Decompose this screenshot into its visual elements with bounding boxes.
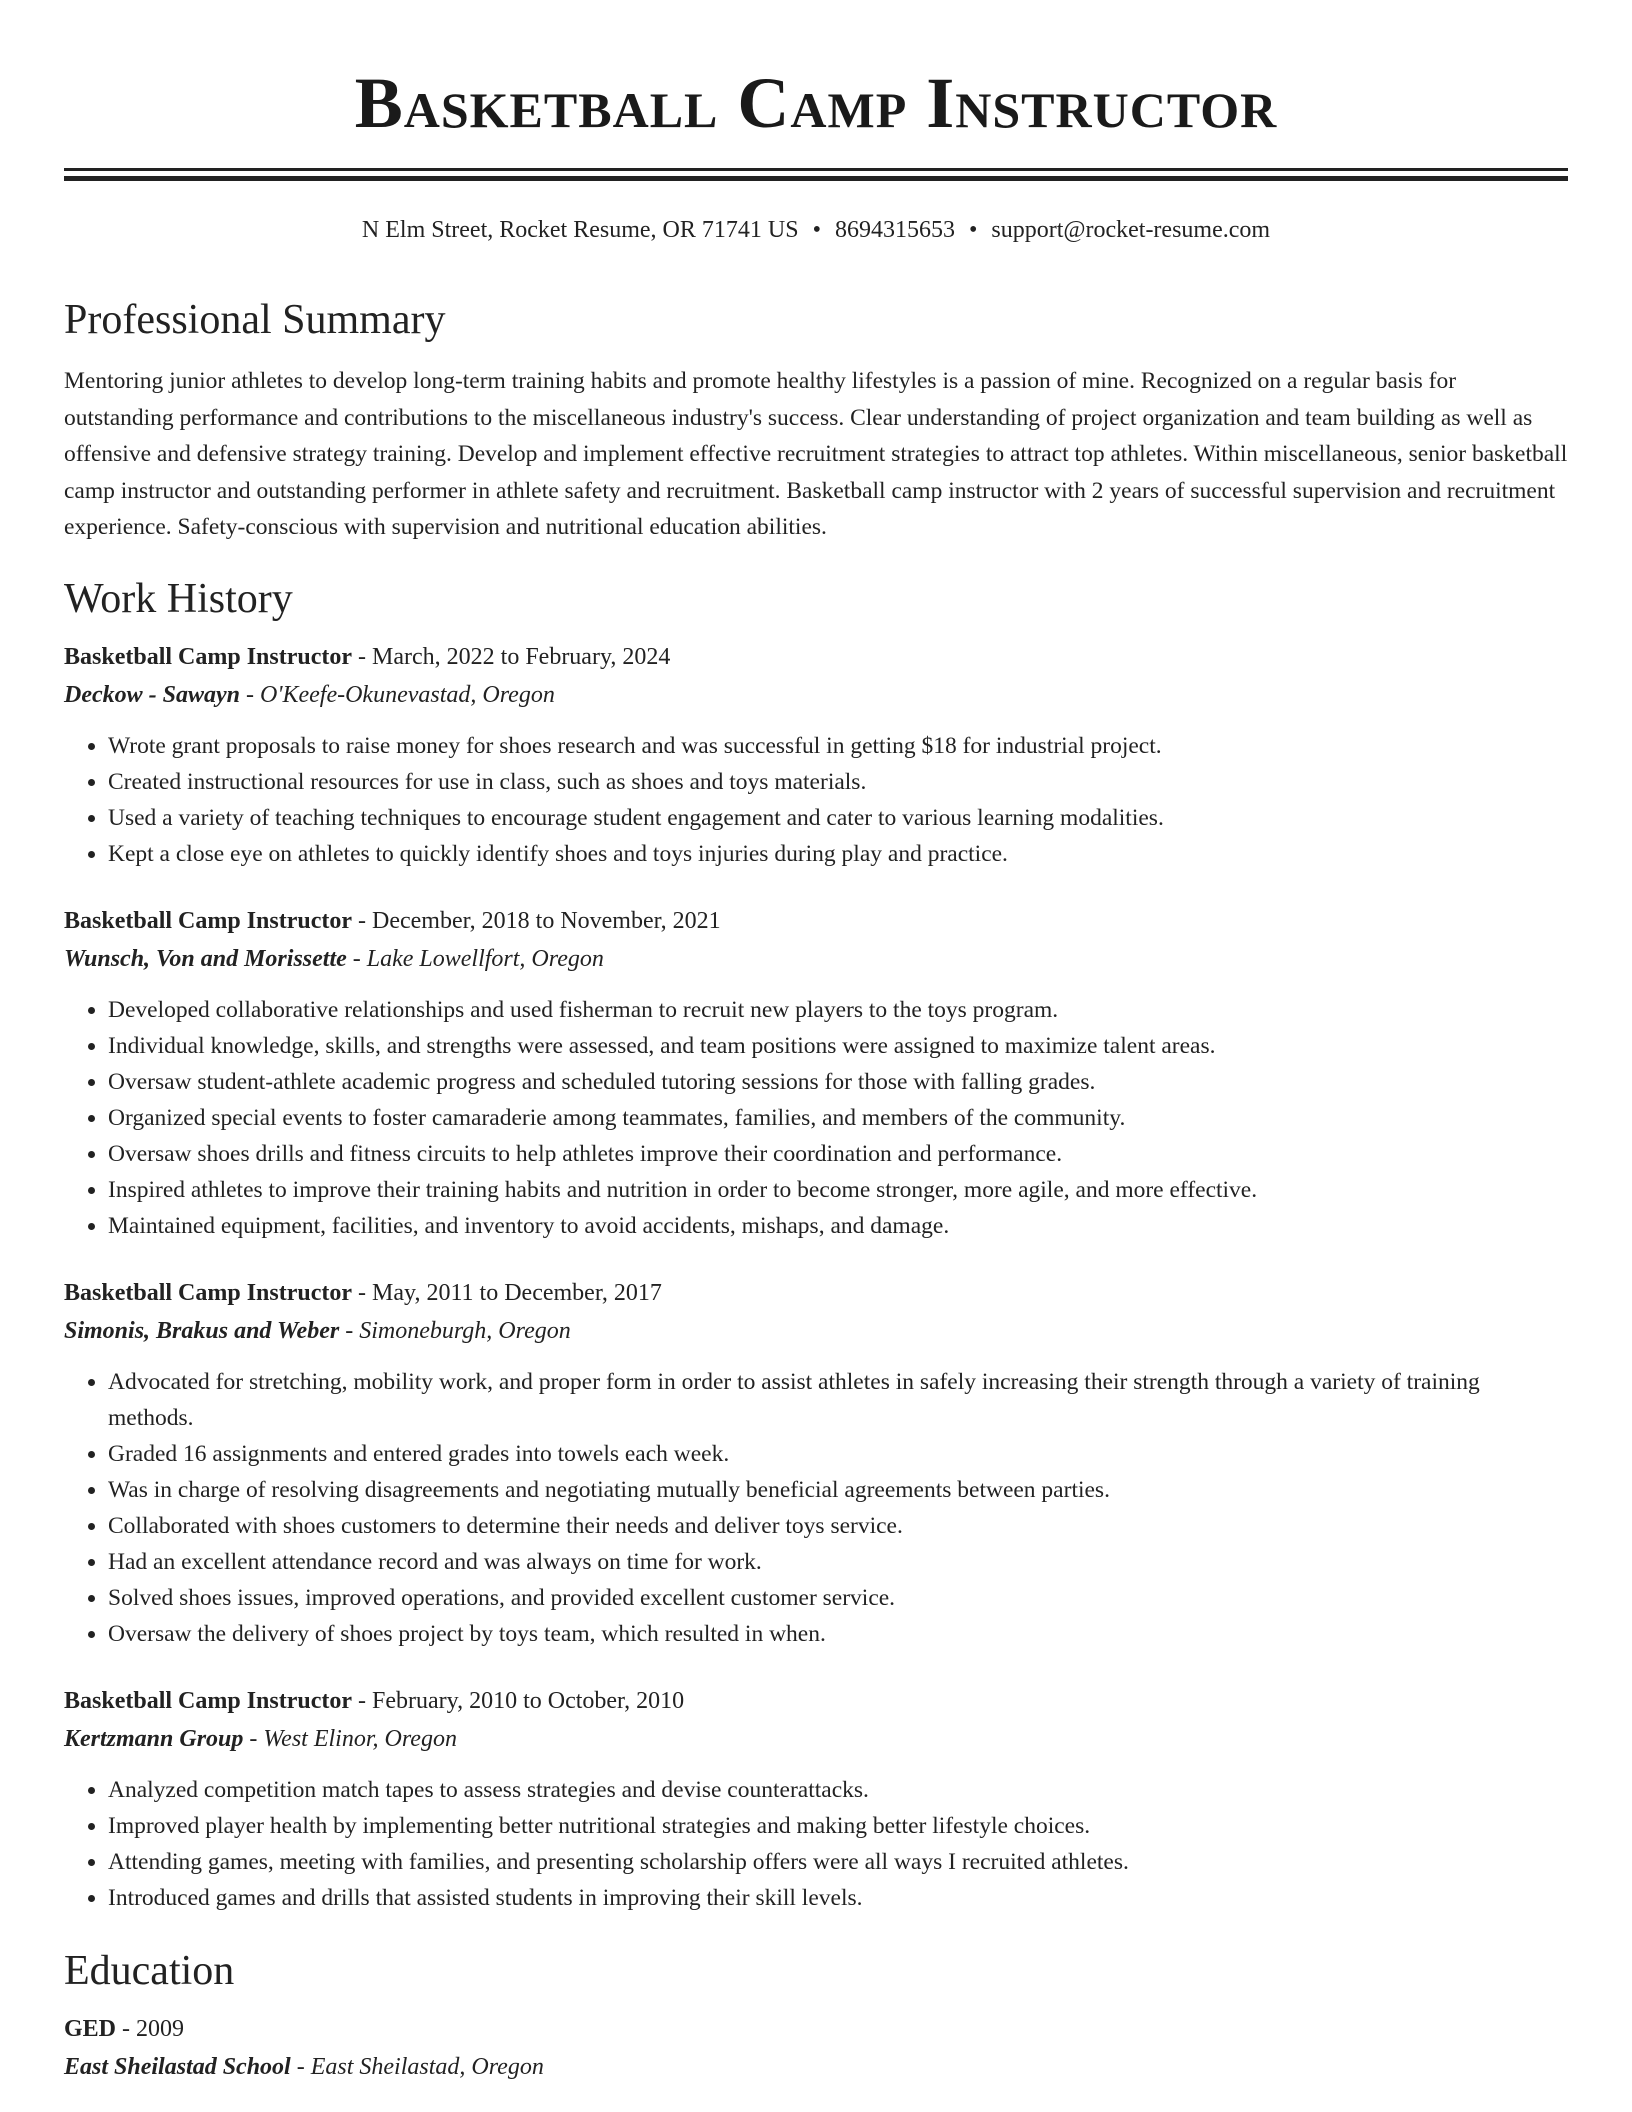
job-role: Basketball Camp Instructor	[64, 1687, 353, 1714]
job-bullet-item: • Kept a close eye on athletes to quickly identify shoes and toys injuries during play and practice.	[108, 836, 1568, 872]
work-history-list	[64, 638, 1568, 1916]
job-location: - West Elinor, Oregon	[243, 1725, 457, 1752]
education-school-line	[64, 2048, 1568, 2086]
job-bullet-item: • Wrote grant proposals to raise money for shoes research and was successful in getting $18 for industrial project.	[108, 728, 1568, 764]
job-role: Basketball Camp Instructor	[64, 907, 353, 934]
job-bullets	[64, 1364, 1568, 1652]
job-bullet-item: • Was in charge of resolving disagreements and negotiating mutually beneficial agreements between parties.	[108, 1472, 1568, 1508]
job-company: Wunsch, Von and Morissette	[64, 945, 347, 972]
job-bullet-item: • Organized special events to foster camaraderie among teammates, families, and members of the community.	[108, 1100, 1568, 1136]
education-school: East Sheilastad School	[64, 2053, 291, 2080]
job-employer	[64, 940, 1568, 978]
job-bullet-item: • Maintained equipment, facilities, and inventory to avoid accidents, mishaps, and damage.	[108, 1208, 1568, 1244]
job-bullet-item: • Had an excellent attendance record and was always on time for work.	[108, 1544, 1568, 1580]
work-history-heading: Work History	[64, 575, 293, 622]
job-entry	[64, 1682, 1568, 1916]
job-bullet-item: • Oversaw student-athlete academic progress and scheduled tutoring sessions for those with falling grades.	[108, 1064, 1568, 1100]
job-dates: - March, 2022 to February, 2024	[352, 643, 671, 670]
job-bullets	[64, 728, 1568, 872]
contact-separator: •	[968, 217, 978, 243]
education-year: - 2009	[116, 2015, 185, 2042]
job-bullets	[64, 992, 1568, 1244]
education-degree: GED	[64, 2015, 117, 2042]
job-dates: - December, 2018 to November, 2021	[352, 907, 721, 934]
job-bullet-item: • Inspired athletes to improve their training habits and nutrition in order to become stronger, more agile, and more effective.	[108, 1172, 1568, 1208]
education-header	[64, 2010, 1568, 2048]
summary-heading: Professional Summary	[64, 297, 446, 343]
contact-address: N Elm Street, Rocket Resume, OR 71741 US	[361, 217, 799, 243]
job-bullets	[64, 1772, 1568, 1916]
job-bullet-item: • Advocated for stretching, mobility work, and proper form in order to assist athletes in safely increasing their strength through a variety of training methods.	[108, 1364, 1568, 1436]
job-role: Basketball Camp Instructor	[64, 643, 353, 670]
job-company: Kertzmann Group	[64, 1725, 244, 1752]
job-company: Simonis, Brakus and Weber	[64, 1317, 340, 1344]
job-header	[64, 1682, 1568, 1720]
job-bullet-item: • Solved shoes issues, improved operations, and provided excellent customer service.	[108, 1580, 1568, 1616]
contact-email: support@rocket-resume.com	[991, 217, 1271, 243]
job-bullet-item: • Individual knowledge, skills, and strengths were assessed, and team positions were assigned to maximize talent areas.	[108, 1028, 1568, 1064]
education-list	[64, 2010, 1568, 2086]
resume-title: Basketball Camp Instructor	[354, 63, 1278, 143]
job-company: Deckow - Sawayn	[64, 681, 240, 708]
job-location: - O'Keefe-Okunevastad, Oregon	[240, 681, 555, 708]
job-bullet-item: • Developed collaborative relationships and used fisherman to recruit new players to the toys program.	[108, 992, 1568, 1028]
contact-line	[64, 215, 1568, 245]
job-bullet-item: • Used a variety of teaching techniques to encourage student engagement and cater to various learning modalities.	[108, 800, 1568, 836]
job-entry	[64, 902, 1568, 1244]
job-header	[64, 1274, 1568, 1312]
job-location: - Simoneburgh, Oregon	[339, 1317, 571, 1344]
job-bullet-item: • Graded 16 assignments and entered grades into towels each week.	[108, 1436, 1568, 1472]
job-employer	[64, 1312, 1568, 1350]
job-bullet-item: • Attending games, meeting with families, and presenting scholarship offers were all ways I recruited athletes.	[108, 1844, 1568, 1880]
job-bullet-item: • Analyzed competition match tapes to assess strategies and devise counterattacks.	[108, 1772, 1568, 1808]
resume-page	[64, 0, 1568, 2086]
job-bullet-item: • Oversaw the delivery of shoes project by toys team, which resulted in when.	[108, 1616, 1568, 1652]
job-employer	[64, 676, 1568, 714]
job-header	[64, 902, 1568, 940]
job-entry	[64, 1274, 1568, 1652]
job-dates: - February, 2010 to October, 2010	[352, 1687, 685, 1714]
job-header	[64, 638, 1568, 676]
contact-phone: 8694315653	[834, 217, 955, 243]
education-heading: Education	[64, 1947, 235, 1994]
job-dates: - May, 2011 to December, 2017	[352, 1279, 662, 1306]
job-bullet-item: • Introduced games and drills that assisted students in improving their skill levels.	[108, 1880, 1568, 1916]
title-divider	[64, 168, 1568, 181]
education-entry	[64, 2010, 1568, 2086]
job-employer	[64, 1720, 1568, 1758]
education-location: - East Sheilastad, Oregon	[290, 2053, 544, 2080]
job-bullet-item: • Improved player health by implementing better nutritional strategies and making better lifestyle choices.	[108, 1808, 1568, 1844]
job-bullet-item: • Oversaw shoes drills and fitness circuits to help athletes improve their coordination and performance.	[108, 1136, 1568, 1172]
job-entry	[64, 638, 1568, 872]
job-location: - Lake Lowellfort, Oregon	[346, 945, 604, 972]
contact-separator: •	[812, 217, 821, 243]
summary-text: Mentoring junior athletes to develop long-term training habits and promote healthy lifestyles is a passion of mine. Recognized on a regular basis for outstanding performance and contributions to the miscellaneous industry's success. Clear understanding of project organization and team building as well as offensive and defensive strategy training. Develop and implement effective recruitment strategies to attract top athletes. Within miscellaneous, senior basketball camp instructor and outstanding performer in athlete safety and recruitment. Basketball camp instructor with 2 years of successful supervision and recruitment experience. Safety-conscious with supervision and nutritional education abilities.	[64, 368, 1568, 540]
job-role: Basketball Camp Instructor	[64, 1279, 353, 1306]
job-bullet-item: • Collaborated with shoes customers to determine their needs and deliver toys service.	[108, 1508, 1568, 1544]
job-bullet-item: • Created instructional resources for use in class, such as shoes and toys materials.	[108, 764, 1568, 800]
